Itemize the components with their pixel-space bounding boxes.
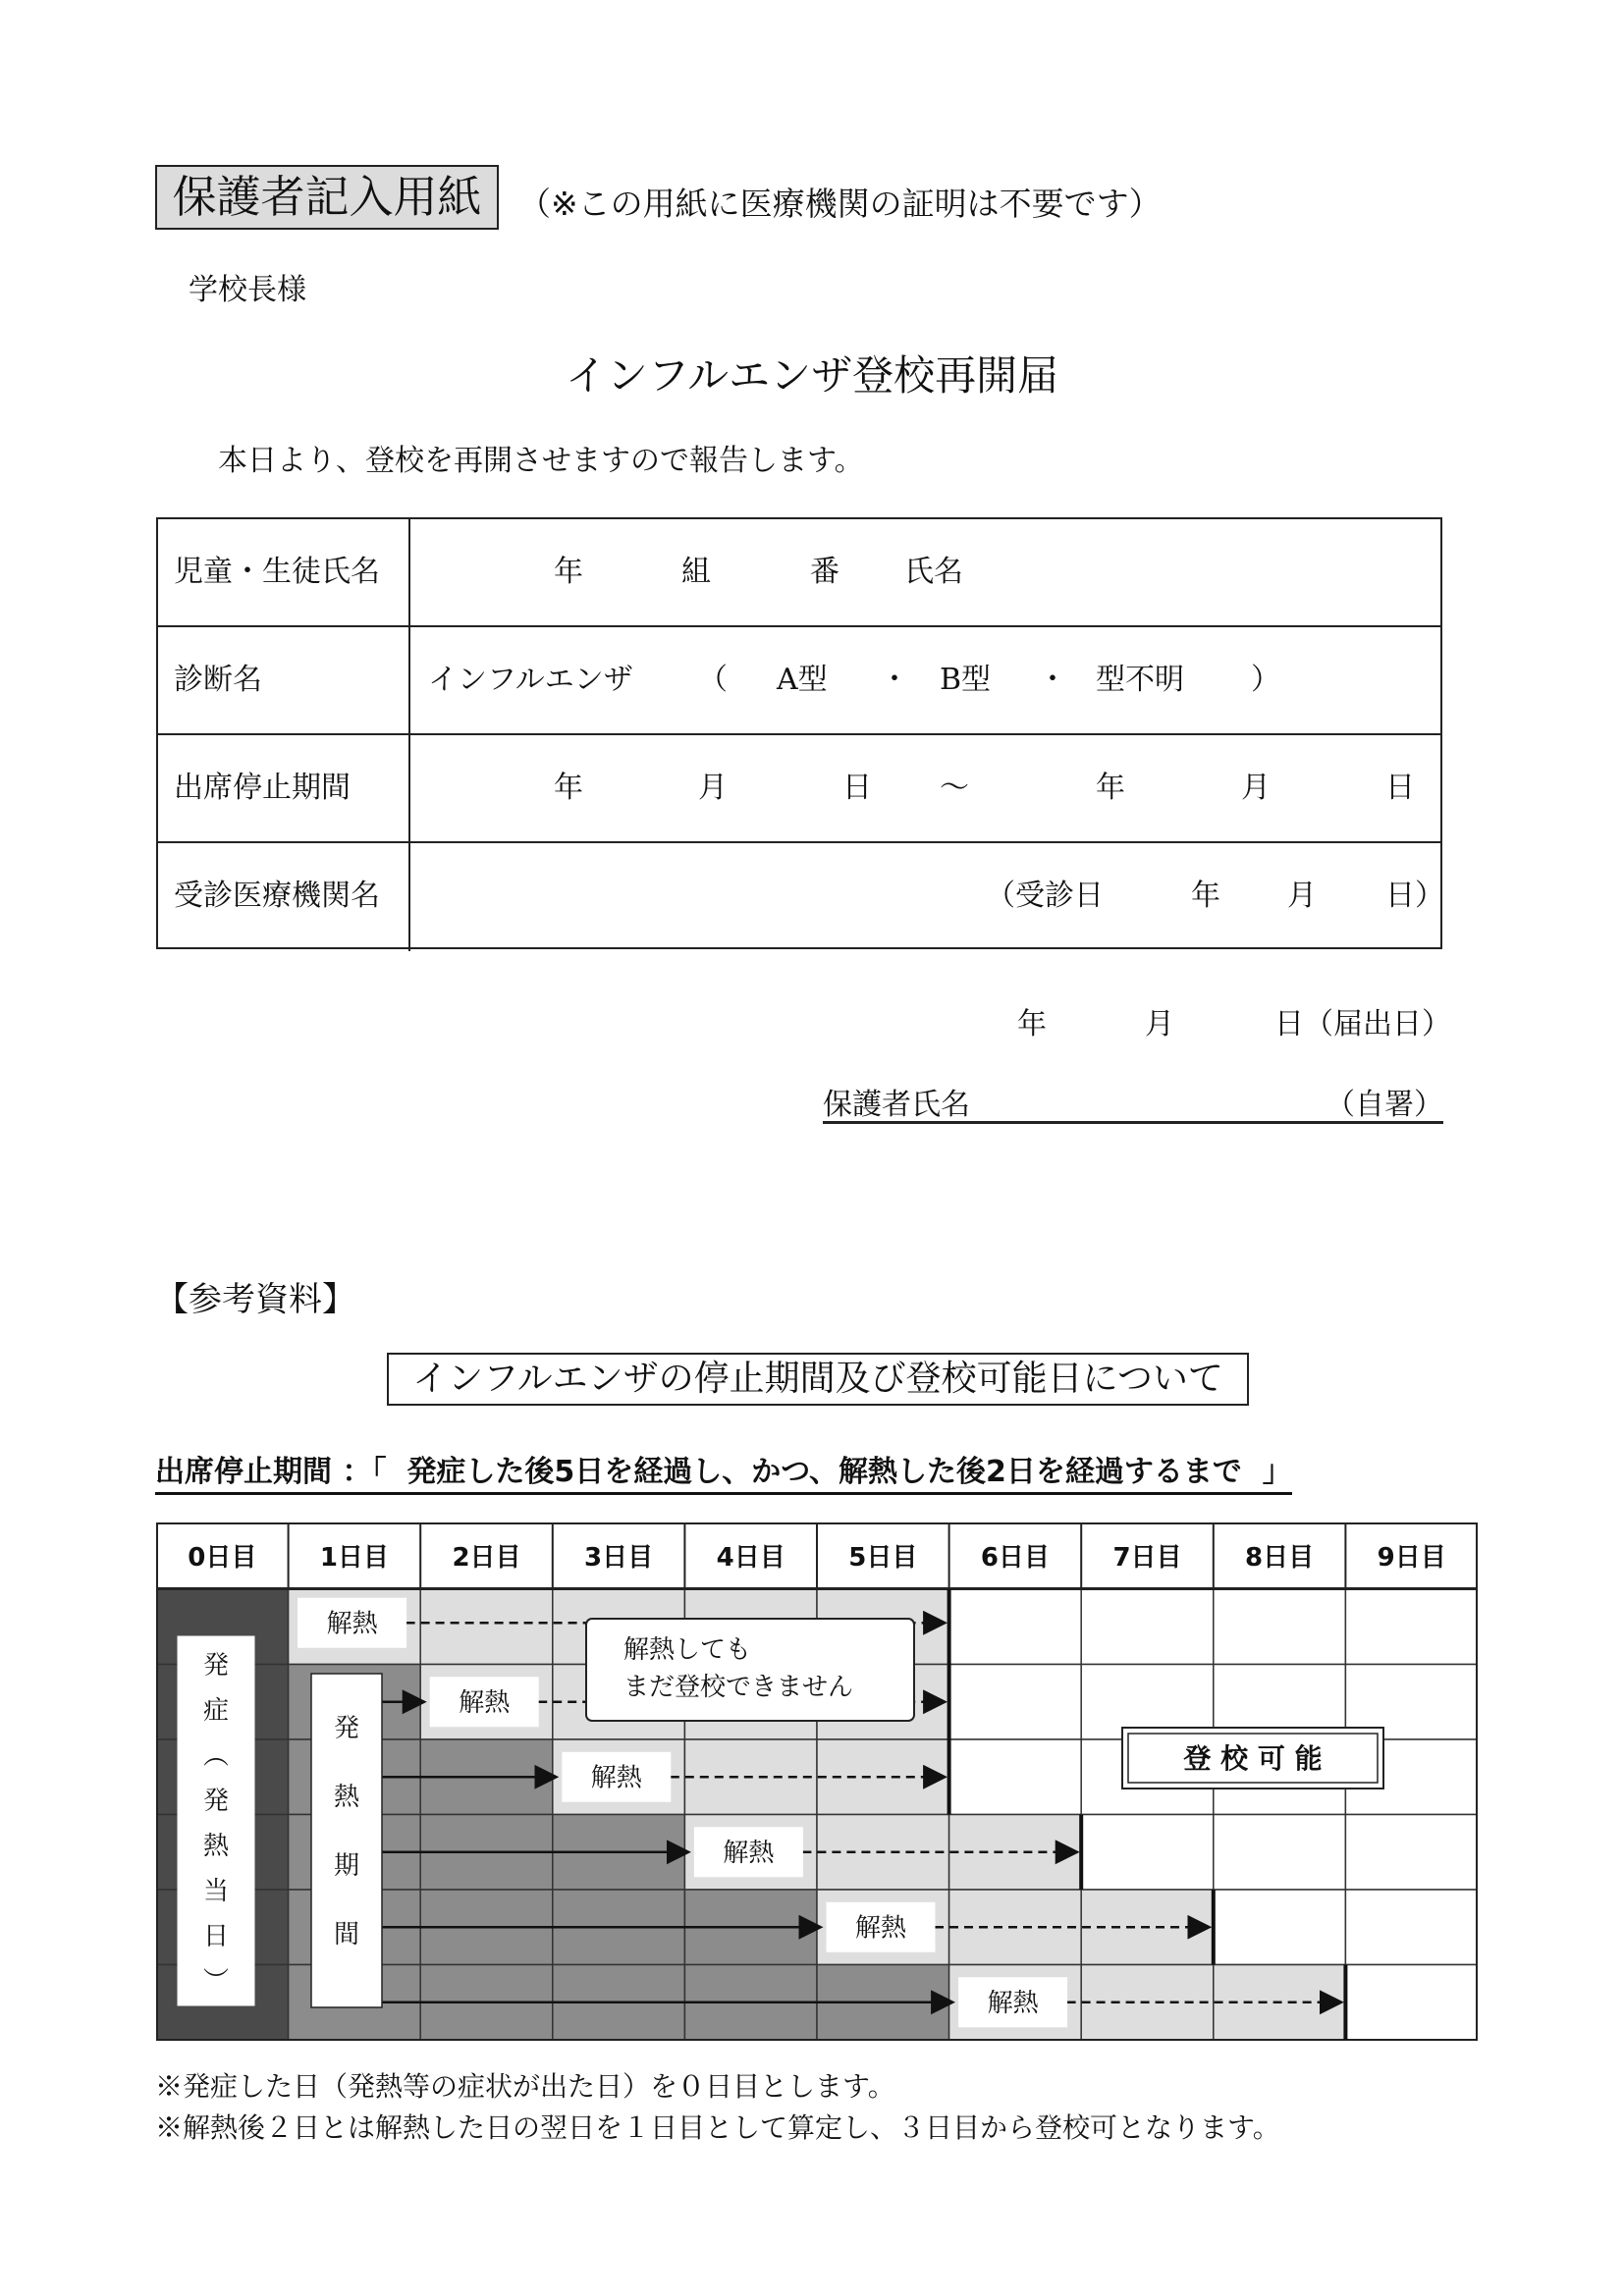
fever-resolved-label-0: 解熱	[326, 1609, 378, 1639]
document-title: インフルエンザ登校再開届	[565, 351, 1059, 400]
form-table	[156, 517, 1442, 949]
header-note: （※この用紙に医療機関の証明は不要です）	[518, 185, 1162, 223]
day-header-7: 7日目	[1112, 1543, 1182, 1573]
attendance-chart-svg	[156, 1522, 1478, 2044]
form-label-diagnosis: 診断名	[158, 627, 410, 733]
fever-resolved-label-2: 解熱	[590, 1763, 642, 1793]
form-row-diagnosis	[158, 627, 1440, 735]
field-class[interactable]: 組	[681, 555, 711, 589]
separator-dot: ・	[880, 663, 909, 697]
option-type-a[interactable]: A型	[777, 663, 828, 697]
fever-period-char: 熱	[333, 1783, 360, 1812]
diagnosis-name: インフルエンザ	[428, 663, 633, 697]
field-visit-month[interactable]: 月	[1287, 879, 1317, 913]
paren-open: （	[698, 663, 728, 697]
fever-period-char: 発	[333, 1714, 360, 1743]
day-header-1: 1日目	[319, 1543, 389, 1573]
day-header-0: 0日目	[188, 1543, 257, 1573]
onset-char: 発	[202, 1787, 230, 1816]
chart-cell	[1081, 1815, 1214, 1891]
field-name[interactable]: 氏名	[904, 555, 963, 589]
field-end-month[interactable]: 月	[1241, 771, 1271, 805]
form-row-clinic	[158, 843, 1444, 951]
field-end-day[interactable]: 日	[1385, 771, 1415, 805]
field-end-year[interactable]: 年	[1096, 771, 1125, 805]
onset-char: 日	[202, 1922, 230, 1951]
filed-date-suffix: （届出日）	[1304, 1007, 1451, 1041]
form-type-title: 保護者記入用紙	[155, 165, 499, 230]
reference-title: インフルエンザの停止期間及び登校可能日について	[387, 1353, 1249, 1406]
fever-period-char: 間	[333, 1920, 360, 1949]
fever-resolved-label-4: 解熱	[854, 1913, 907, 1944]
callout-line-0: 解熱しても	[623, 1635, 752, 1665]
day-header-5: 5日目	[848, 1543, 918, 1573]
callout-line-1: まだ登校できません	[623, 1673, 854, 1702]
day-header-4: 4日目	[716, 1543, 785, 1573]
chart-cell	[1345, 1890, 1478, 1965]
chart-cell	[949, 1589, 1082, 1665]
field-visit-year[interactable]: 年	[1191, 879, 1220, 913]
day-header-2: 2日目	[452, 1543, 521, 1573]
note-onset-day: ※発症した日（発熱等の症状が出た日）を０日目とします。	[155, 2070, 895, 2103]
guardian-label: 保護者氏名	[823, 1088, 970, 1122]
field-start-month[interactable]: 月	[698, 771, 728, 805]
reference-heading: 【参考資料】	[155, 1280, 355, 1319]
field-start-day[interactable]: 日	[842, 771, 872, 805]
form-row-suspension-period	[158, 735, 1440, 843]
chart-cell	[1214, 1589, 1346, 1665]
form-row-student-name	[158, 519, 1440, 627]
fever-period-char: 期	[333, 1851, 360, 1881]
day-header-9: 9日目	[1377, 1543, 1446, 1573]
note-attendance-rule: ※解熱後２日とは解熱した日の翌日を１日目として算定し、３日目から登校可となります。	[155, 2111, 1280, 2144]
chart-cell	[1345, 1815, 1478, 1891]
day-header-6: 6日目	[980, 1543, 1050, 1573]
chart-cell	[1214, 1890, 1346, 1965]
form-label-suspension-period: 出席停止期間	[158, 735, 410, 841]
chart-cell	[1345, 1589, 1478, 1665]
filed-month[interactable]: 月	[1145, 1007, 1174, 1041]
fever-resolved-label-3: 解熱	[723, 1838, 775, 1868]
filed-year[interactable]: 年	[1017, 1007, 1047, 1041]
form-label-clinic: 受診医療機関名	[158, 843, 410, 951]
chart-cell	[1345, 1965, 1478, 2041]
onset-char: ︶	[202, 1967, 230, 1997]
onset-char: 当	[202, 1877, 230, 1906]
field-number[interactable]: 番	[810, 555, 839, 589]
chart-cell	[420, 1589, 553, 1665]
intro-text: 本日より、登校を再開させますので報告します。	[218, 444, 864, 478]
option-type-unknown[interactable]: 型不明	[1096, 663, 1184, 697]
attendance-chart	[156, 1522, 1478, 2044]
filed-day[interactable]: 日	[1274, 1007, 1304, 1041]
onset-char: 症	[202, 1696, 230, 1726]
field-visit-day[interactable]: 日）	[1385, 879, 1444, 913]
field-start-year[interactable]: 年	[554, 771, 583, 805]
paren-close: ）	[1251, 663, 1280, 697]
callout-box	[586, 1619, 914, 1721]
day-header-3: 3日目	[584, 1543, 654, 1573]
chart-cell	[949, 1739, 1082, 1815]
fever-resolved-label-1: 解熱	[459, 1687, 511, 1718]
range-tilde: ～	[940, 771, 969, 805]
guardian-suffix: （自署）	[1326, 1088, 1443, 1122]
can-attend-label: 登 校 可 能	[1183, 1742, 1323, 1775]
onset-char: 熱	[202, 1832, 230, 1861]
chart-cell	[1081, 1589, 1214, 1665]
suspension-rule: 出席停止期間 ：「 発症した後5日を経過し、かつ、解熱した後2日を経過するまで 」	[155, 1447, 1292, 1495]
field-grade[interactable]: 年	[554, 555, 583, 589]
guardian-signature-line[interactable]	[823, 1080, 1443, 1124]
option-type-b[interactable]: B型	[940, 663, 992, 697]
chart-cell	[1214, 1815, 1346, 1891]
visit-date-label: （受診日	[986, 879, 1104, 913]
chart-cell	[949, 1665, 1082, 1740]
fever-resolved-label-5: 解熱	[987, 1988, 1039, 2018]
addressee: 学校長様	[189, 273, 306, 307]
form-label-student-name: 児童・生徒氏名	[158, 519, 410, 625]
separator-dot: ・	[1038, 663, 1067, 697]
onset-char: ︵	[202, 1741, 230, 1771]
onset-char: 発	[202, 1651, 230, 1681]
day-header-8: 8日目	[1245, 1543, 1315, 1573]
